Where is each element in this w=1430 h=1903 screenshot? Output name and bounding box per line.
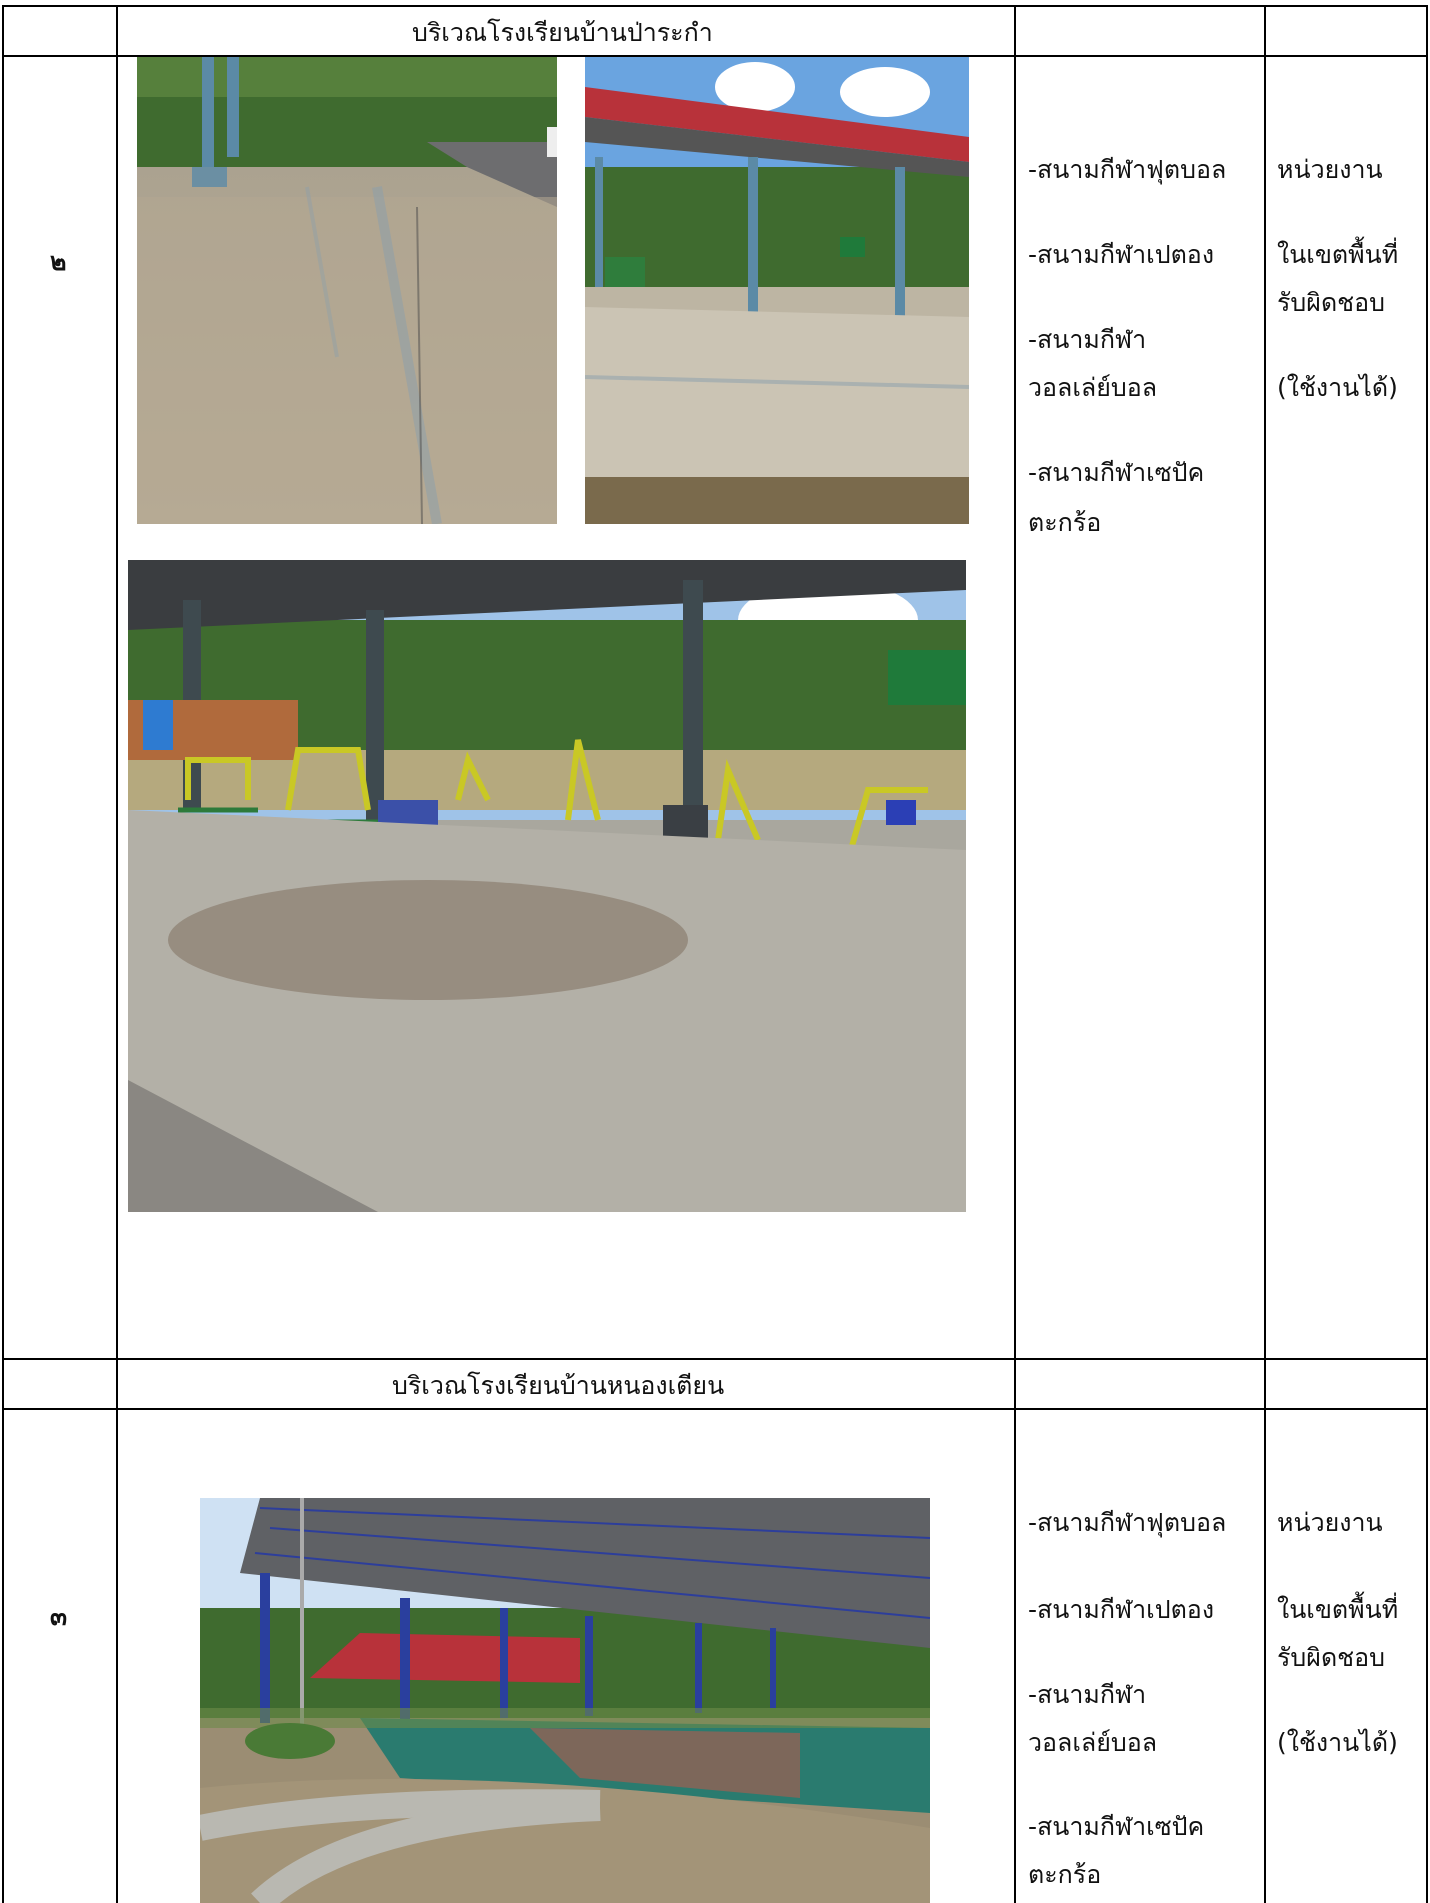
- facility-item: วอลเล่ย์บอล: [1028, 373, 1158, 402]
- col-line-2: [1014, 5, 1016, 1903]
- responsible-item: ในเขตพื้นที่: [1277, 1595, 1399, 1624]
- responsible-item: (ใช้งานได้): [1277, 373, 1398, 402]
- facility-item: ตะกร้อ: [1028, 1860, 1102, 1889]
- border-right: [1426, 5, 1428, 1903]
- facility-item: ตะกร้อ: [1028, 508, 1102, 537]
- col-line-1: [116, 5, 118, 1903]
- row-number: ๓: [50, 1602, 68, 1631]
- row-line-3: [2, 1408, 1428, 1410]
- row-line-top: [2, 5, 1428, 7]
- responsible-item: รับผิดชอบ: [1277, 288, 1386, 317]
- photo-covered-court: [200, 1498, 930, 1903]
- facility-item: -สนามกีฬาเซปัค: [1028, 458, 1205, 487]
- photo-concrete-court: [137, 57, 557, 524]
- responsible-item: หน่วยงาน: [1277, 155, 1383, 184]
- facility-item: -สนามกีฬาเซปัค: [1028, 1812, 1205, 1841]
- section-title: บริเวณโรงเรียนบ้านหนองเตียน: [392, 1371, 725, 1400]
- col-line-3: [1264, 5, 1266, 1903]
- responsible-item: ในเขตพื้นที่: [1277, 240, 1399, 269]
- facility-item: วอลเล่ย์บอล: [1028, 1728, 1158, 1757]
- responsible-item: (ใช้งานได้): [1277, 1728, 1398, 1757]
- responsible-item: รับผิดชอบ: [1277, 1643, 1386, 1672]
- facility-item: -สนามกีฬาเปตอง: [1028, 240, 1215, 269]
- border-left: [2, 5, 4, 1903]
- row-number: ๒: [50, 247, 67, 276]
- facility-item: -สนามกีฬา: [1028, 325, 1147, 354]
- photo-red-roof-shelter: [585, 57, 969, 524]
- responsible-item: หน่วยงาน: [1277, 1508, 1383, 1537]
- facility-item: -สนามกีฬาเปตอง: [1028, 1595, 1215, 1624]
- facility-item: -สนามกีฬา: [1028, 1680, 1147, 1709]
- facility-item: -สนามกีฬาฟุตบอล: [1028, 155, 1227, 184]
- section-title: บริเวณโรงเรียนบ้านป่าระกำ: [412, 18, 713, 47]
- facility-item: -สนามกีฬาฟุตบอล: [1028, 1508, 1227, 1537]
- row-line-2: [2, 1358, 1428, 1360]
- photo-outdoor-gym: [128, 560, 966, 1212]
